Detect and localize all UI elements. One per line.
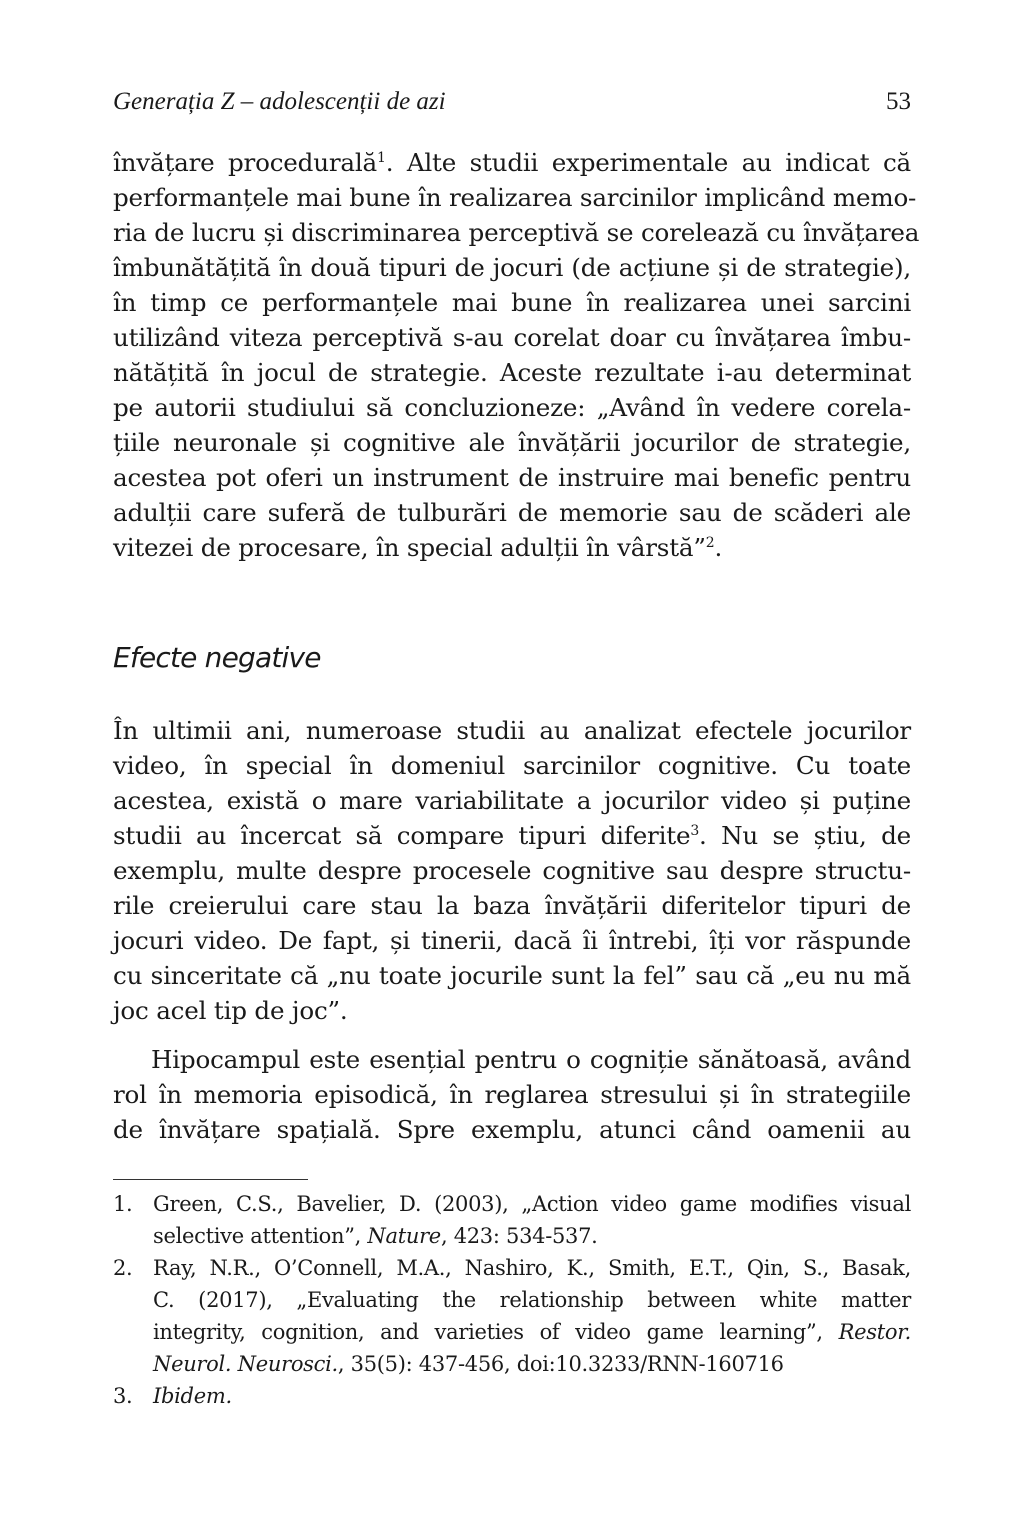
text-line: în timp ce performanțele mai bune în realizarea unei sarcini	[113, 288, 911, 317]
text-line: țiile neuronale și cognitive ale învățării jocurilor de strategie,	[113, 428, 911, 457]
text-line: de învățare spațială. Spre exemplu, atunci când oamenii au	[113, 1115, 911, 1144]
text-line: jocuri video. De fapt, și tinerii, dacă îi întrebi, îți vor răspunde	[113, 926, 911, 955]
footnote-line: C. (2017), „Evaluating the relationship between white matter	[153, 1288, 911, 1312]
text-line: rol în memoria episodică, în reglarea stresului și în strategiile	[113, 1080, 911, 1109]
paragraph-2	[113, 713, 911, 1028]
text-line: ria de lucru și discriminarea perceptivă se corelează cu învățarea	[113, 218, 920, 247]
paragraph-1	[113, 145, 920, 565]
text-line: acestea, există o mare variabilitate a jocurilor video și puține	[113, 786, 911, 815]
text-line: Hipocampul este esențial pentru o cogniție sănătoasă, având	[151, 1045, 911, 1074]
text-line: performanțele mai bune în realizarea sarcinilor implicând memo-	[113, 183, 917, 212]
text-line: studii au încercat să compare tipuri diferite$^3$. Nu se știu, de	[113, 821, 911, 850]
text-line: exemplu, multe despre procesele cognitive sau despre structu-	[113, 856, 911, 885]
footnote-2	[113, 1252, 911, 1380]
text-line: rile creierului care stau la baza învățării diferitelor tipuri de	[113, 891, 911, 920]
footnote-number: 1.	[113, 1192, 133, 1216]
text-line: În ultimii ani, numeroase studii au analizat efectele jocurilor	[113, 716, 911, 745]
footnote-line: integrity, cognition, and varieties of video game learning”, Restor.	[153, 1320, 911, 1344]
footnote-line: Ray, N.R., O’Connell, M.A., Nashiro, K., Smith, E.T., Qin, S., Basak,	[153, 1256, 911, 1280]
footnote-line: Neurol. Neurosci., 35(5): 437-456, doi:10.3233/RNN-160716	[153, 1352, 784, 1376]
footnote-ref-1[interactable]: 1	[376, 149, 386, 166]
footnote-1	[113, 1188, 911, 1252]
text-line: nătățită în jocul de strategie. Aceste rezultate i-au determinat	[113, 358, 911, 387]
footnote-divider	[113, 1179, 308, 1180]
running-head	[113, 88, 911, 128]
footnote-3	[113, 1380, 911, 1412]
text-line: cu sinceritate că „nu toate jocurile sunt la fel” sau că „eu nu mă	[113, 961, 911, 990]
footnote-line: Green, C.S., Bavelier, D. (2003), „Action video game modifies visual	[153, 1192, 911, 1216]
text-line: vitezei de procesare, în special adulții în vârstă”$^2$.	[113, 533, 723, 562]
footnote-ref-3[interactable]: 3	[690, 822, 700, 839]
footnote-number: 3.	[113, 1384, 133, 1408]
page-number: 53	[886, 88, 911, 115]
text-line: adulții care suferă de tulburări de memorie sau de scăderi ale	[113, 498, 911, 527]
text-line: învățare procedurală$^1$. Alte studii experimentale au indicat că	[113, 148, 911, 177]
footnote-line: Ibidem.	[153, 1384, 232, 1408]
text-line: video, în special în domeniul sarcinilor cognitive. Cu toate	[113, 751, 911, 780]
section-heading: Efecte negative	[113, 641, 321, 674]
text-line: utilizând viteza perceptivă s-au corelat doar cu învățarea îmbu-	[113, 323, 911, 352]
footnotes	[113, 1188, 911, 1412]
footnote-number: 2.	[113, 1256, 133, 1280]
text-line: pe autorii studiului să concluzioneze: „Având în vedere corela-	[113, 393, 911, 422]
paragraph-3	[113, 1042, 911, 1147]
text-line: îmbunătățită în două tipuri de jocuri (de acțiune și de strategie),	[113, 253, 911, 282]
text-line: acestea pot oferi un instrument de instruire mai benefic pentru	[113, 463, 911, 492]
footnote-line: selective attention”, Nature, 423: 534-537.	[153, 1224, 598, 1248]
footnote-ref-2[interactable]: 2	[705, 534, 715, 551]
text-line: joc acel tip de joc”.	[113, 996, 348, 1025]
book-title: Generația Z – adolescenții de azi	[113, 88, 446, 115]
